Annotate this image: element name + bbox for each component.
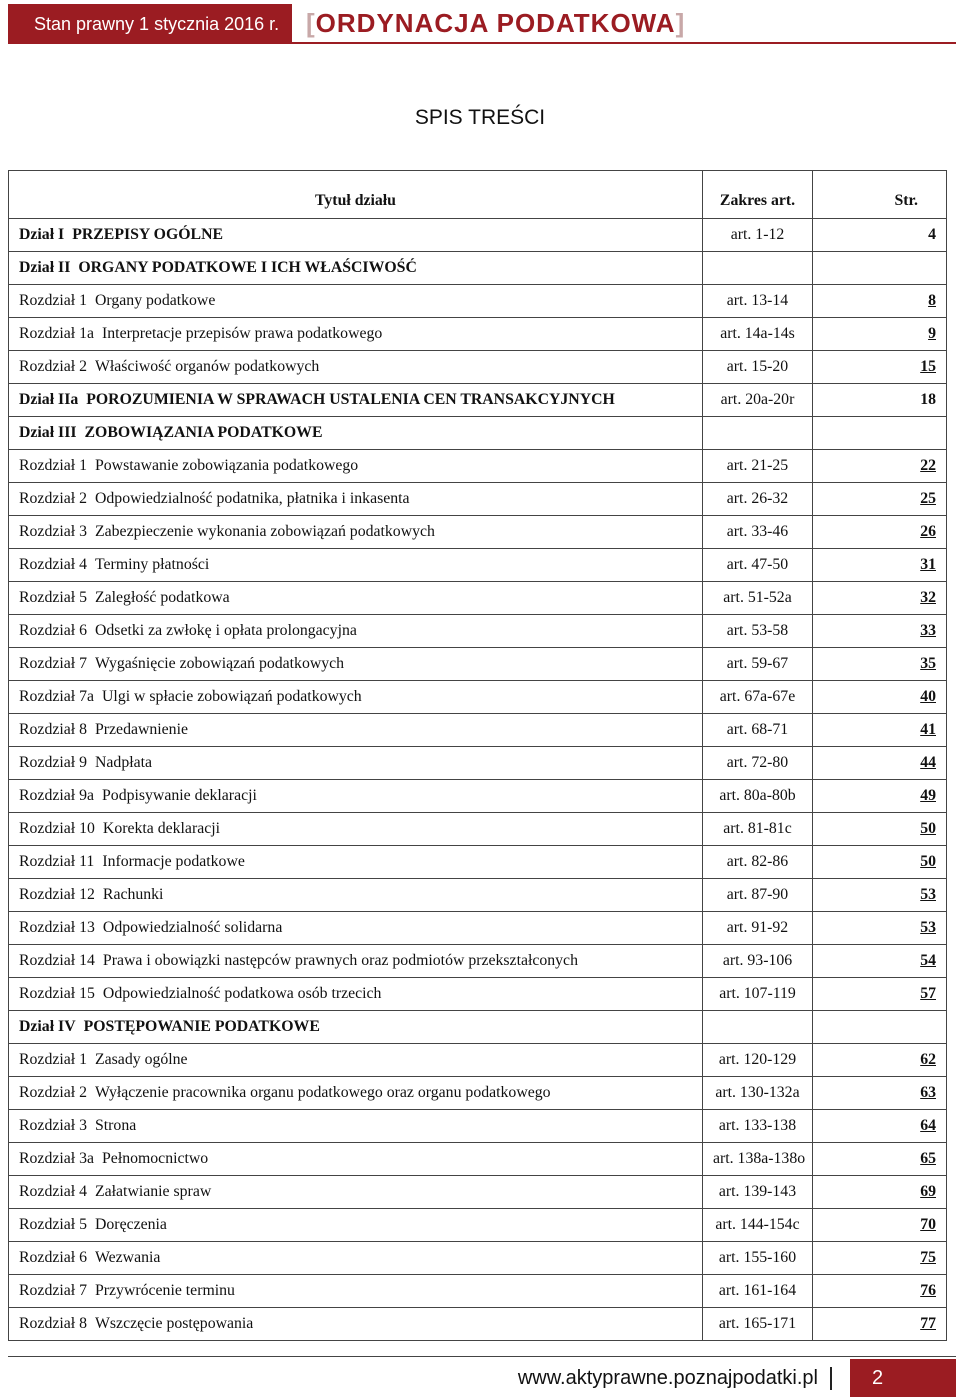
page-number-cell	[813, 582, 947, 615]
section-title-cell	[9, 1011, 703, 1044]
table-row[interactable]	[9, 879, 947, 912]
article-range: art. 26-32	[703, 483, 813, 516]
section-title-cell	[9, 1209, 703, 1242]
section-title-cell	[9, 417, 703, 450]
section-title-cell	[9, 648, 703, 681]
page-header	[8, 4, 956, 44]
section-page: 53	[920, 886, 936, 903]
page-number-cell	[813, 813, 947, 846]
section-title-cell	[9, 879, 703, 912]
section-label: Rozdział 12	[19, 886, 95, 903]
footer-url[interactable]: www.aktyprawne.poznajpodatki.pl	[518, 1367, 832, 1390]
page-number-cell	[813, 945, 947, 978]
page-footer	[8, 1356, 956, 1397]
article-range	[703, 1011, 813, 1044]
section-name: Korekta deklaracji	[102, 820, 221, 837]
legal-status-label: Stan prawny 1 stycznia 2016 r.	[8, 4, 292, 44]
section-label: Rozdział 3a	[19, 1150, 95, 1167]
section-title-cell	[9, 1143, 703, 1176]
section-name: Odsetki za zwłokę i opłata prolongacyjna	[95, 622, 357, 639]
section-name: Przedawnienie	[95, 721, 188, 738]
article-range: art. 91-92	[703, 912, 813, 945]
section-name: Ulgi w spłacie zobowiązań podatkowych	[102, 688, 362, 705]
table-row[interactable]	[9, 483, 947, 516]
section-label: Rozdział 4	[19, 1183, 87, 1200]
table-row[interactable]	[9, 1176, 947, 1209]
table-row[interactable]	[9, 351, 947, 384]
section-title-cell	[9, 945, 703, 978]
table-row[interactable]	[9, 846, 947, 879]
section-name: Doręczenia	[95, 1216, 167, 1233]
article-range: art. 155-160	[703, 1242, 813, 1275]
article-range: art. 120-129	[703, 1044, 813, 1077]
section-title-cell	[9, 780, 703, 813]
section-name: Wszczęcie postępowania	[95, 1315, 254, 1332]
table-row[interactable]	[9, 450, 947, 483]
section-name: ORGANY PODATKOWE I ICH WŁAŚCIWOŚĆ	[78, 259, 417, 276]
section-name: Terminy płatności	[95, 556, 210, 573]
section-title-cell	[9, 318, 703, 351]
section-name: PRZEPISY OGÓLNE	[72, 226, 224, 243]
page-number-cell	[813, 219, 947, 252]
section-page: 76	[920, 1282, 936, 1299]
section-title-cell	[9, 1110, 703, 1143]
document-title-text: ORDYNACJA PODATKOWA	[315, 7, 676, 38]
section-name: Organy podatkowe	[95, 292, 216, 309]
section-page: 32	[920, 589, 936, 606]
page-number-cell	[813, 1209, 947, 1242]
page-number-cell	[813, 1176, 947, 1209]
table-row[interactable]	[9, 516, 947, 549]
page-number-cell	[813, 681, 947, 714]
table-row[interactable]	[9, 978, 947, 1011]
page-number-cell	[813, 615, 947, 648]
section-label: Rozdział 6	[19, 1249, 87, 1266]
article-range: art. 144-154c	[703, 1209, 813, 1242]
article-range: art. 139-143	[703, 1176, 813, 1209]
page-number-cell	[813, 1242, 947, 1275]
section-page: 9	[928, 325, 936, 342]
page-number-cell	[813, 846, 947, 879]
close-bracket: ]	[675, 7, 686, 38]
section-page: 8	[928, 292, 936, 309]
table-row[interactable]	[9, 1209, 947, 1242]
section-page: 31	[920, 556, 936, 573]
section-name: Pełnomocnictwo	[102, 1150, 209, 1167]
article-range: art. 87-90	[703, 879, 813, 912]
section-title-cell	[9, 1308, 703, 1341]
article-range	[703, 252, 813, 285]
section-name: Odpowiedzialność solidarna	[102, 919, 283, 936]
section-title-cell	[9, 285, 703, 318]
article-range: art. 68-71	[703, 714, 813, 747]
article-range: art. 53-58	[703, 615, 813, 648]
section-page: 18	[920, 391, 936, 408]
section-title-cell	[9, 1176, 703, 1209]
section-name: Zabezpieczenie wykonania zobowiązań podatkowych	[95, 523, 435, 540]
section-name: Zasady ogólne	[95, 1051, 188, 1068]
article-range: art. 161-164	[703, 1275, 813, 1308]
section-page: 15	[920, 358, 936, 375]
header-title: Tytuł działu	[9, 171, 703, 219]
article-range	[703, 417, 813, 450]
table-row[interactable]	[9, 945, 947, 978]
section-label: Rozdział 13	[19, 919, 95, 936]
section-label: Rozdział 5	[19, 1216, 87, 1233]
section-name: Odpowiedzialność podatkowa osób trzecich	[102, 985, 382, 1002]
article-range: art. 130-132a	[703, 1077, 813, 1110]
article-range: art. 67a-67e	[703, 681, 813, 714]
section-title-cell	[9, 384, 703, 417]
section-title-cell	[9, 549, 703, 582]
header-page: Str.	[813, 171, 947, 219]
section-label: Rozdział 1a	[19, 325, 95, 342]
section-name: POROZUMIENIA W SPRAWACH USTALENIA CEN TRANSAKCYJNYCH	[86, 391, 615, 408]
page-number-cell	[813, 978, 947, 1011]
table-row[interactable]	[9, 912, 947, 945]
table-row[interactable]	[9, 285, 947, 318]
table-row[interactable]	[9, 780, 947, 813]
section-name: Powstawanie zobowiązania podatkowego	[95, 457, 359, 474]
table-row[interactable]	[9, 681, 947, 714]
document-title	[292, 4, 956, 44]
section-page: 50	[920, 853, 936, 870]
table-row[interactable]	[9, 813, 947, 846]
section-name: Wezwania	[95, 1249, 161, 1266]
section-name: Właściwość organów podatkowych	[95, 358, 320, 375]
table-row[interactable]	[9, 1044, 947, 1077]
page-number-cell	[813, 1011, 947, 1044]
section-page: 50	[920, 820, 936, 837]
table-row[interactable]	[9, 384, 947, 417]
page-number-cell	[813, 516, 947, 549]
section-label: Rozdział 2	[19, 1084, 87, 1101]
section-title-cell	[9, 1077, 703, 1110]
table-row[interactable]	[9, 549, 947, 582]
page-number-cell	[813, 1077, 947, 1110]
table-row[interactable]	[9, 582, 947, 615]
section-title-cell	[9, 912, 703, 945]
section-title-cell	[9, 351, 703, 384]
article-range: art. 13-14	[703, 285, 813, 318]
section-name: Wyłączenie pracownika organu podatkowego oraz organu podatkowego	[95, 1084, 551, 1101]
section-title-cell	[9, 681, 703, 714]
section-page: 62	[920, 1051, 936, 1068]
article-range: art. 165-171	[703, 1308, 813, 1341]
section-label: Rozdział 3	[19, 523, 87, 540]
table-row[interactable]	[9, 1242, 947, 1275]
section-name: Strona	[95, 1117, 137, 1134]
section-name: Załatwianie spraw	[95, 1183, 212, 1200]
table-row[interactable]	[9, 615, 947, 648]
section-title-cell	[9, 714, 703, 747]
section-page: 25	[920, 490, 936, 507]
article-range: art. 80a-80b	[703, 780, 813, 813]
table-row[interactable]	[9, 1275, 947, 1308]
table-row[interactable]	[9, 252, 947, 285]
header-range: Zakres art.	[703, 171, 813, 219]
page-number-cell	[813, 747, 947, 780]
article-range: art. 1-12	[703, 219, 813, 252]
section-page: 69	[920, 1183, 936, 1200]
article-range: art. 21-25	[703, 450, 813, 483]
section-label: Rozdział 1	[19, 457, 87, 474]
section-name: Przywrócenie terminu	[95, 1282, 235, 1299]
section-label: Rozdział 11	[19, 853, 95, 870]
article-range: art. 33-46	[703, 516, 813, 549]
section-label: Dział IV	[19, 1018, 76, 1035]
table-row[interactable]	[9, 318, 947, 351]
page-number-cell	[813, 912, 947, 945]
page-number-cell	[813, 285, 947, 318]
section-title-cell	[9, 747, 703, 780]
section-label: Rozdział 8	[19, 721, 87, 738]
article-range: art. 59-67	[703, 648, 813, 681]
section-page: 49	[920, 787, 936, 804]
section-label: Dział II	[19, 259, 71, 276]
section-name: Rachunki	[102, 886, 164, 903]
section-page: 70	[920, 1216, 936, 1233]
article-range: art. 82-86	[703, 846, 813, 879]
section-name: Odpowiedzialność podatnika, płatnika i inkasenta	[95, 490, 410, 507]
section-title-cell	[9, 219, 703, 252]
section-title-cell	[9, 450, 703, 483]
section-name: Zaległość podatkowa	[95, 589, 230, 606]
section-name: POSTĘPOWANIE PODATKOWE	[83, 1018, 320, 1035]
page-number-cell	[813, 1044, 947, 1077]
section-page: 4	[928, 226, 936, 243]
section-page: 64	[920, 1117, 936, 1134]
article-range: art. 138a-138o	[703, 1143, 813, 1176]
article-range: art. 51-52a	[703, 582, 813, 615]
section-label: Rozdział 7	[19, 655, 87, 672]
section-page: 75	[920, 1249, 936, 1266]
table-header-row	[9, 171, 947, 219]
table-row[interactable]	[9, 1077, 947, 1110]
section-page: 44	[920, 754, 936, 771]
section-page: 35	[920, 655, 936, 672]
table-of-contents	[8, 170, 947, 1341]
section-page: 33	[920, 622, 936, 639]
page-number-cell	[813, 1143, 947, 1176]
page-number-cell	[813, 648, 947, 681]
page-number-cell	[813, 714, 947, 747]
section-page: 63	[920, 1084, 936, 1101]
section-label: Rozdział 10	[19, 820, 95, 837]
page-title: SPIS TREŚCI	[414, 106, 546, 129]
article-range: art. 72-80	[703, 747, 813, 780]
section-page: 65	[920, 1150, 936, 1167]
section-page: 54	[920, 952, 936, 969]
page-number-cell	[813, 483, 947, 516]
page-number-cell	[813, 252, 947, 285]
section-page: 53	[920, 919, 936, 936]
page-number-cell	[813, 549, 947, 582]
page-number-cell	[813, 879, 947, 912]
section-label: Rozdział 9	[19, 754, 87, 771]
table-row[interactable]	[9, 1011, 947, 1044]
section-title-cell	[9, 1044, 703, 1077]
page-number-cell	[813, 450, 947, 483]
section-title-cell	[9, 1242, 703, 1275]
section-title-cell	[9, 582, 703, 615]
section-title-cell	[9, 1275, 703, 1308]
section-page: 40	[920, 688, 936, 705]
article-range: art. 20a-20r	[703, 384, 813, 417]
section-title-cell	[9, 813, 703, 846]
section-title-cell	[9, 483, 703, 516]
article-range: art. 47-50	[703, 549, 813, 582]
article-range: art. 81-81c	[703, 813, 813, 846]
page-number-cell	[813, 1308, 947, 1341]
section-label: Dział IIa	[19, 391, 79, 408]
section-label: Rozdział 4	[19, 556, 87, 573]
article-range: art. 15-20	[703, 351, 813, 384]
table-row[interactable]	[9, 648, 947, 681]
page-number: 2	[850, 1359, 956, 1397]
table-row[interactable]	[9, 417, 947, 450]
open-bracket: [	[306, 7, 316, 38]
page-number-cell	[813, 1275, 947, 1308]
section-page: 41	[920, 721, 936, 738]
section-name: Nadpłata	[95, 754, 153, 771]
article-range: art. 133-138	[703, 1110, 813, 1143]
section-label: Rozdział 1	[19, 292, 87, 309]
section-label: Rozdział 7	[19, 1282, 87, 1299]
page-number-cell	[813, 780, 947, 813]
table-row[interactable]	[9, 1110, 947, 1143]
section-name: Podpisywanie deklaracji	[102, 787, 257, 804]
section-label: Rozdział 6	[19, 622, 87, 639]
section-page: 26	[920, 523, 936, 540]
section-name: Wygaśnięcie zobowiązań podatkowych	[95, 655, 345, 672]
section-name: Prawa i obowiązki następców prawnych oraz podmiotów przekształconych	[102, 952, 578, 969]
section-label: Rozdział 7a	[19, 688, 95, 705]
page-number-cell	[813, 417, 947, 450]
table-row[interactable]	[9, 219, 947, 252]
section-label: Dział III	[19, 424, 77, 441]
section-title-cell	[9, 252, 703, 285]
section-label: Rozdział 3	[19, 1117, 87, 1134]
section-label: Rozdział 1	[19, 1051, 87, 1068]
section-label: Rozdział 15	[19, 985, 95, 1002]
article-range: art. 93-106	[703, 945, 813, 978]
page-number-cell	[813, 351, 947, 384]
section-title-cell	[9, 516, 703, 549]
page-number-cell	[813, 318, 947, 351]
section-label: Rozdział 8	[19, 1315, 87, 1332]
table-row[interactable]	[9, 1308, 947, 1341]
page-number-cell	[813, 1110, 947, 1143]
section-title-cell	[9, 846, 703, 879]
section-page: 77	[920, 1315, 936, 1332]
article-range: art. 107-119	[703, 978, 813, 1011]
section-name: Informacje podatkowe	[102, 853, 245, 870]
section-title-cell	[9, 615, 703, 648]
section-label: Rozdział 2	[19, 358, 87, 375]
section-title-cell	[9, 978, 703, 1011]
section-name: ZOBOWIĄZANIA PODATKOWE	[84, 424, 323, 441]
section-page: 22	[920, 457, 936, 474]
page-number-cell	[813, 384, 947, 417]
section-label: Rozdział 5	[19, 589, 87, 606]
section-page: 57	[920, 985, 936, 1002]
toc-body	[9, 219, 947, 1341]
section-label: Rozdział 2	[19, 490, 87, 507]
article-range: art. 14a-14s	[703, 318, 813, 351]
table-row[interactable]	[9, 747, 947, 780]
table-row[interactable]	[9, 1143, 947, 1176]
section-label: Rozdział 9a	[19, 787, 95, 804]
table-row[interactable]	[9, 714, 947, 747]
section-label: Rozdział 14	[19, 952, 95, 969]
section-label: Dział I	[19, 226, 65, 243]
section-name: Interpretacje przepisów prawa podatkowego	[102, 325, 383, 342]
